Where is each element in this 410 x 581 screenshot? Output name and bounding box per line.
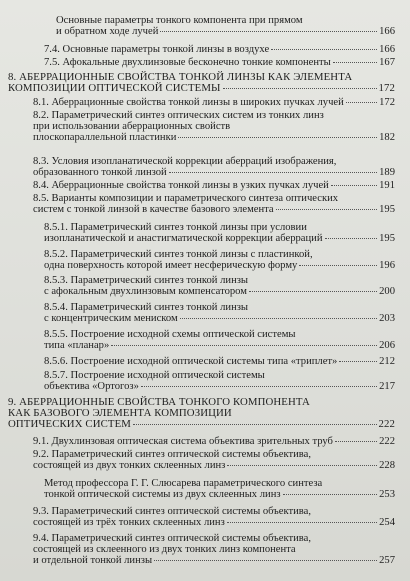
- toc-entry-line: [56, 15, 395, 26]
- leader-dots: [169, 172, 377, 173]
- toc-page-number: 217: [379, 381, 395, 393]
- toc-entry-text: 8.3. Условия изопланатической коррекции аберраций изображения,: [33, 156, 337, 167]
- toc-entry: [56, 15, 395, 37]
- toc-entry-last-line: [33, 167, 395, 178]
- toc-entry-text: 9.3. Параметрический синтез оптической системы объектива,: [33, 506, 311, 517]
- toc-entry-last-line: [44, 44, 395, 55]
- toc-page-number: 166: [379, 44, 395, 55]
- toc-entry-line: [44, 329, 395, 340]
- toc-page-number: 172: [379, 97, 395, 108]
- toc-entry: [33, 193, 395, 215]
- toc-entry-line: [44, 275, 395, 286]
- toc-entry: [44, 249, 395, 271]
- toc-entry-line: [33, 449, 395, 460]
- toc-page-number: 196: [379, 260, 395, 272]
- toc-page-number: 253: [379, 489, 395, 501]
- leader-dots: [178, 137, 377, 138]
- toc-entry-text: с концентрическим мениском: [44, 313, 178, 325]
- toc-entry-last-line: [56, 26, 395, 37]
- toc-page-number: 228: [379, 460, 395, 472]
- leader-dots: [283, 494, 378, 495]
- toc-entry-line: [44, 478, 395, 489]
- toc-entry-text: 7.4. Основные параметры тонкой линзы в воздухе: [44, 44, 270, 55]
- toc-entry-line: [33, 544, 395, 555]
- leader-dots: [141, 386, 377, 387]
- toc-entry-text: 7.5. Афокальные двухлинзовые бесконечно тонкие компоненты: [44, 57, 331, 68]
- toc-entry-text: состоящей из склеенного из двух тонких линз компонента: [33, 544, 296, 556]
- toc-entry-text: КОМПОЗИЦИИ ОПТИЧЕСКОЙ СИСТЕМЫ: [8, 82, 221, 95]
- toc-entry-text: 9. АБЕРРАЦИОННЫЕ СВОЙСТВА ТОНКОГО КОМПОНЕНТА: [8, 396, 310, 408]
- leader-dots: [299, 265, 377, 266]
- toc-entry-text: при использовании аберрационных свойств: [33, 121, 231, 133]
- toc-page-number: 195: [379, 233, 395, 245]
- toc-entry: [33, 110, 395, 144]
- toc-entry-last-line: [33, 97, 395, 108]
- leader-dots: [227, 465, 377, 466]
- toc-entry-text: 8. АБЕРРАЦИОННЫЕ СВОЙСТВА ТОНКОЙ ЛИНЗЫ КАК ЭЛЕМЕНТА: [8, 71, 353, 83]
- toc-entry-text: 8.5.6. Построение исходной оптической системы типа «триплет»: [44, 356, 338, 367]
- toc-entry-text: 9.1. Двухлинзовая оптическая система объектива зрительных труб: [33, 436, 333, 447]
- toc-entry-text: КАК БАЗОВОГО ЭЛЕМЕНТА КОМПОЗИЦИИ: [8, 407, 232, 420]
- toc-entry-text: тонкой оптической системы из двух склеенных линз: [44, 489, 281, 501]
- toc-entry-line: [33, 110, 395, 121]
- toc-entry: [33, 533, 395, 567]
- toc-page-number: 222: [379, 436, 395, 447]
- toc-entry-text: 8.5.7. Построение исходной оптической системы: [44, 370, 265, 381]
- toc-entry-text: 9.4. Параметрический синтез оптической системы объектива,: [33, 533, 311, 544]
- toc-entry-last-line: [33, 132, 395, 143]
- toc-page-number: 257: [379, 555, 395, 567]
- toc-entry-last-line: [33, 436, 395, 447]
- toc-entry-text: и отдельной тонкой линзы: [33, 555, 153, 567]
- toc-page-number: 212: [379, 356, 395, 367]
- toc-entry-text: с афокальным двухлинзовым компенсатором: [44, 286, 247, 298]
- toc-entry-line: [33, 193, 395, 204]
- leader-dots: [223, 88, 377, 89]
- toc-entry-text: 8.4. Аберрационные свойства тонкой линзы в узких пучках лучей: [33, 180, 329, 191]
- toc-entry-line: [44, 370, 395, 381]
- toc-page-number: 189: [379, 167, 395, 179]
- leader-dots: [111, 345, 377, 346]
- leader-dots: [325, 238, 378, 239]
- toc-page-number: 206: [379, 340, 395, 352]
- toc-entry-last-line: [33, 204, 395, 215]
- toc-entry: [44, 356, 395, 367]
- toc-entry: [44, 44, 395, 55]
- leader-dots: [276, 209, 377, 210]
- toc-entry-text: одна поверхность которой имеет несферическую форму: [44, 260, 298, 272]
- toc-entry: [33, 97, 395, 108]
- toc-entry-last-line: [44, 356, 395, 367]
- leader-dots: [133, 424, 377, 425]
- leader-dots: [180, 318, 377, 319]
- toc-entry-text: объектива «Ортогоз»: [44, 381, 139, 393]
- toc-entry-text: 8.5.1. Параметрический синтез тонкой линзы при условии: [44, 222, 307, 233]
- toc-entry-line: [33, 121, 395, 132]
- toc-entry-last-line: [44, 313, 395, 324]
- toc-entry-line: [33, 506, 395, 517]
- toc-entry: [44, 222, 395, 244]
- leader-dots: [339, 361, 377, 362]
- toc-entry-text: 8.5. Варианты композиции и параметрического синтеза оптических: [33, 193, 339, 204]
- toc-entry-text: систем с тонкой линзой в качестве базового элемента: [33, 204, 274, 216]
- leader-dots: [346, 102, 377, 103]
- toc-entry-last-line: [44, 381, 395, 392]
- toc-entry: [33, 180, 395, 191]
- toc-entry-last-line: [44, 340, 395, 351]
- toc-entry: [44, 370, 395, 392]
- leader-dots: [331, 185, 377, 186]
- toc-entry-text: состоящей из трёх тонких склеенных линз: [33, 517, 225, 529]
- toc-entry: [44, 302, 395, 324]
- toc-entry: [33, 436, 395, 447]
- toc-entry: [44, 478, 395, 500]
- toc-page-number: 222: [378, 418, 395, 431]
- toc-page-number: 166: [379, 26, 395, 38]
- toc-page-number: 172: [378, 82, 395, 95]
- toc-entry: [44, 275, 395, 297]
- toc-entry-last-line: [33, 180, 395, 191]
- toc-entry-text: 8.5.2. Параметрический синтез тонкой линзы с пластинкой,: [44, 249, 313, 260]
- toc-entry-text: плоскопараллельной пластинки: [33, 132, 177, 144]
- toc-entry-line: [44, 222, 395, 233]
- toc-entry: [8, 397, 395, 431]
- leader-dots: [249, 291, 377, 292]
- toc-page-number: 182: [379, 132, 395, 144]
- leader-dots: [154, 560, 377, 561]
- toc-entry-text: Метод профессора Г. Г. Слюсарева параметрического синтеза: [44, 478, 323, 489]
- toc-entry-text: образованного тонкой линзой: [33, 167, 167, 179]
- toc-entry-last-line: [44, 260, 395, 271]
- leader-dots: [227, 522, 377, 523]
- toc-entry: [33, 449, 395, 471]
- toc-entry-last-line: [33, 460, 395, 471]
- toc-entry: [44, 57, 395, 68]
- leader-dots: [335, 441, 377, 442]
- leader-dots: [160, 31, 377, 32]
- toc-entry-last-line: [8, 83, 395, 94]
- toc-page-number: 254: [379, 517, 395, 529]
- toc-entry-text: состоящей из двух тонких склеенных линз: [33, 460, 226, 472]
- toc-entry-text: 8.2. Параметрический синтез оптических систем из тонких линз: [33, 110, 324, 121]
- toc-entry-last-line: [33, 517, 395, 528]
- toc-entry-text: 8.5.3. Параметрический синтез тонкой линзы: [44, 275, 249, 286]
- toc-entry: [8, 72, 395, 94]
- toc-entry-text: ОПТИЧЕСКИХ СИСТЕМ: [8, 418, 131, 431]
- toc-entry-text: изопланатической и анастигматической коррекции аберраций: [44, 233, 323, 245]
- toc-entry-last-line: [44, 233, 395, 244]
- toc-entry-line: [33, 533, 395, 544]
- toc-entry-text: типа «планар»: [44, 340, 110, 352]
- toc-entry: [33, 156, 395, 178]
- toc-entry-line: [44, 249, 395, 260]
- toc-entry-text: и обратном ходе лучей: [56, 26, 159, 38]
- toc-entry-text: 8.5.4. Параметрический синтез тонкой линзы: [44, 302, 249, 313]
- toc-entry-line: [44, 302, 395, 313]
- leader-dots: [333, 62, 377, 63]
- toc-page-number: 200: [379, 286, 395, 298]
- toc-entry-line: [33, 156, 395, 167]
- toc-entry-text: 8.5.5. Построение исходной схемы оптической системы: [44, 329, 296, 340]
- toc-entry-text: 9.2. Параметрический синтез оптической системы объектива,: [33, 449, 311, 460]
- toc-page-number: 195: [379, 204, 395, 216]
- toc-entry-text: Основные параметры тонкого компонента при прямом: [56, 15, 303, 26]
- toc-entry: [44, 329, 395, 351]
- toc-entry-last-line: [44, 286, 395, 297]
- toc-entry-text: 8.1. Аберрационные свойства тонкой линзы в широких пучках лучей: [33, 97, 344, 108]
- toc-page-number: 203: [379, 313, 395, 325]
- toc-entry-last-line: [33, 555, 395, 566]
- toc-page-number: 191: [379, 180, 395, 191]
- toc-entry-last-line: [44, 57, 395, 68]
- leader-dots: [271, 49, 377, 50]
- toc-entry: [33, 506, 395, 528]
- toc-entry-last-line: [44, 489, 395, 500]
- toc-page-number: 167: [379, 57, 395, 68]
- toc-entry-last-line: [8, 419, 395, 430]
